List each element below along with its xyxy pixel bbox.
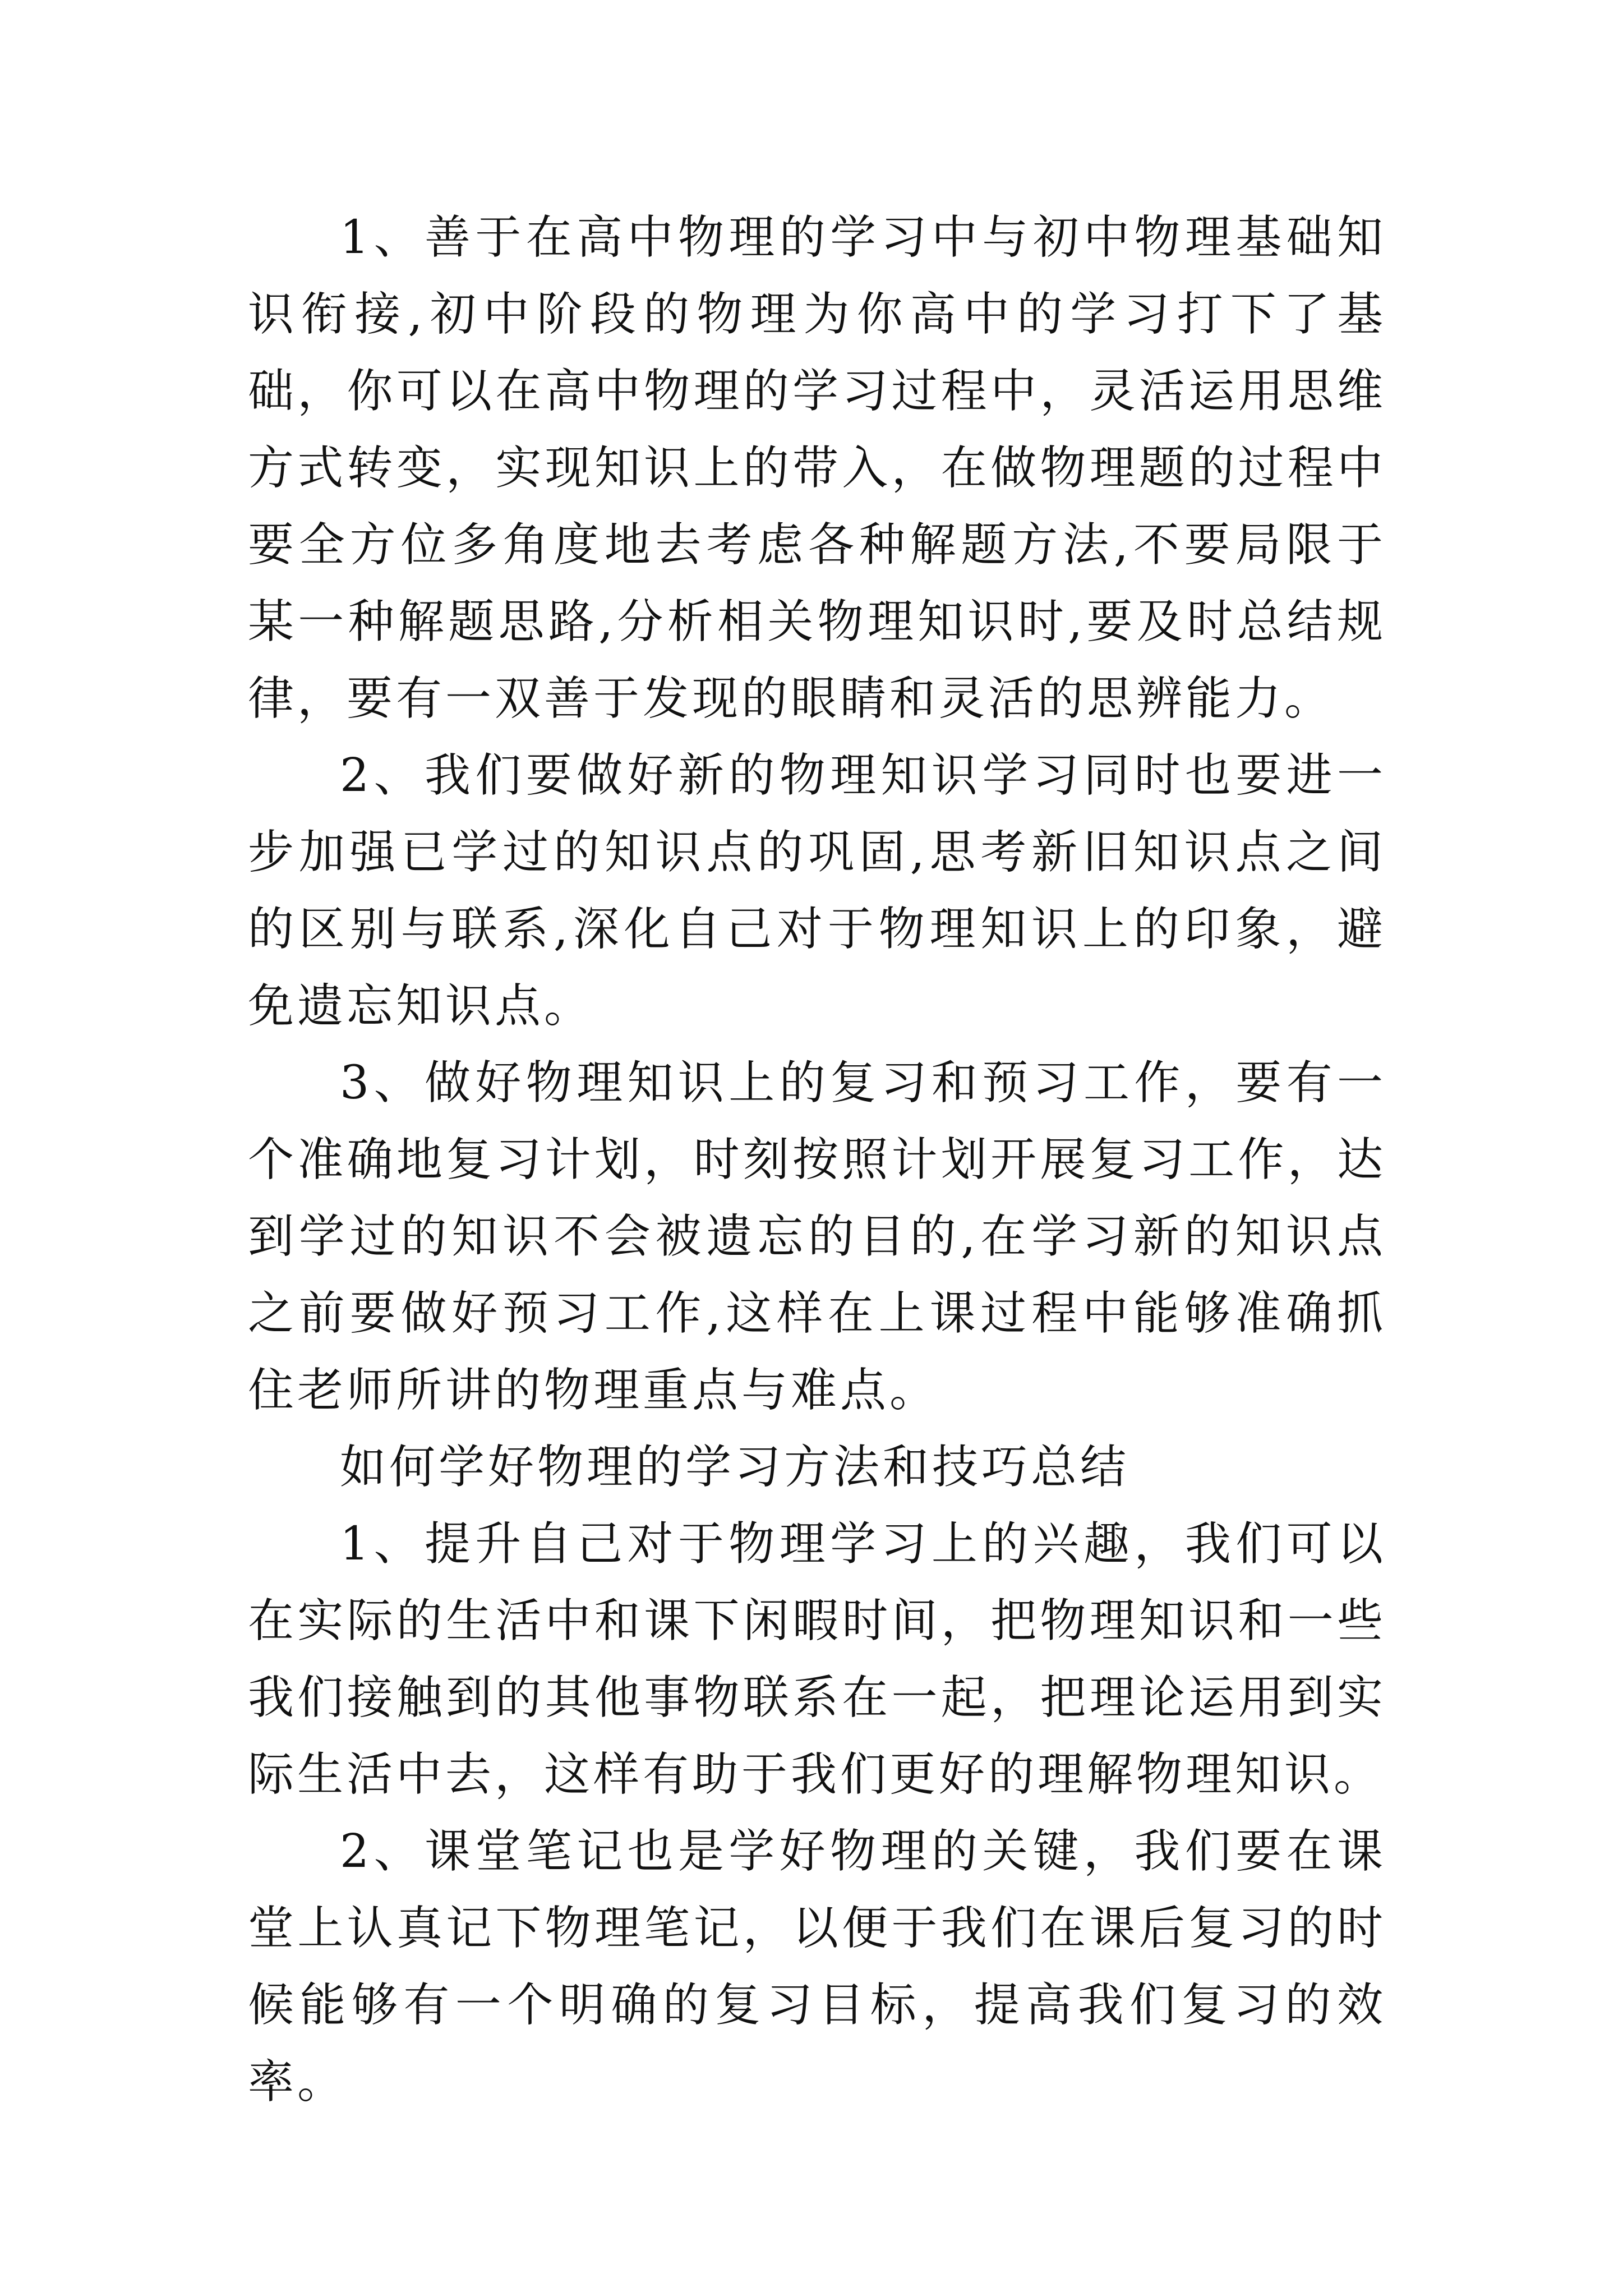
paragraph-4: 1、提升自己对于物理学习上的兴趣，我们可以在实际的生活中和课下闲暇时间，把物理知识和一些我们接触到的其他事物联系在一起，把理论运用到实际生活中去，这样有助于我们更好的理解物理知识。 — [248, 1517, 1386, 1801]
paragraph-1: 1、善于在高中物理的学习中与初中物理基础知识衔接,初中阶段的物理为你高中的学习打下了基础，你可以在高中物理的学习过程中，灵活运用思维方式转变，实现知识上的带入，在做物理题的过程中要全方位多角度地去考虑各种解题方法,不要局限于某一种解题思路,分析相关物理知识时,要及时总结规律，要有一双善于发现的眼睛和灵活的思辨能力。 — [248, 211, 1386, 725]
section-heading: 如何学好物理的学习方法和技巧总结 — [340, 1441, 1130, 1494]
paragraph-5: 2、课堂笔记也是学好物理的关键，我们要在课堂上认真记下物理笔记，以便于我们在课后复习的时候能够有一个明确的复习目标，提高我们复习的效率。 — [248, 1825, 1386, 2109]
paragraph-3: 3、做好物理知识上的复习和预习工作，要有一个准确地复习计划，时刻按照计划开展复习工作，达到学过的知识不会被遗忘的目的,在学习新的知识点之前要做好预习工作,这样在上课过程中能够准确抓住老师所讲的物理重点与难点。 — [248, 1056, 1386, 1417]
document-body — [248, 199, 1386, 2120]
paragraph-2: 2、我们要做好新的物理知识学习同时也要进一步加强已学过的知识点的巩固,思考新旧知识点之间的区别与联系,深化自己对于物理知识上的印象，避免遗忘知识点。 — [248, 749, 1386, 1033]
